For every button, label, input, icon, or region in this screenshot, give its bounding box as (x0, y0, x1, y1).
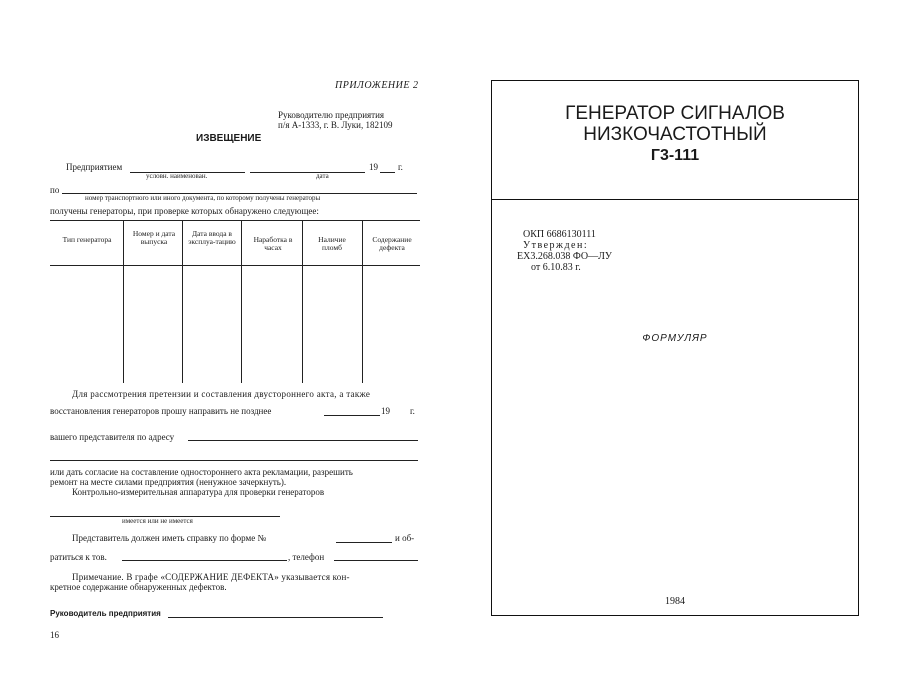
table-col-divider (182, 220, 183, 383)
note-line-1: Примечание. В графе «СОДЕРЖАНИЕ ДЕФЕКТА» указывается кон- (72, 572, 350, 582)
form-label: ФОРМУЛЯР (642, 333, 708, 344)
sub-date-caption: дата (316, 172, 329, 180)
consent-line-2: ремонт на месте силами предприятия (ненужное зачеркнуть). (50, 477, 287, 487)
request-line-1: Для рассмотрения претензии и составления двустороннего акта, а также (72, 389, 371, 399)
okp-code: ОКП 6686130111 (523, 229, 596, 240)
contact-person-field[interactable] (122, 560, 287, 561)
card-divider (492, 199, 858, 200)
request-line-2-start: восстановления генераторов прошу направить не позднее (50, 406, 272, 416)
rep-line-2-start: ратиться к тов. (50, 552, 107, 562)
request-line-3: вашего представителя по адресу (50, 432, 175, 442)
table-header-border (50, 265, 420, 266)
address-field-1[interactable] (188, 440, 418, 441)
signature-field[interactable] (168, 617, 383, 618)
table-col-divider (123, 220, 124, 383)
table-header-type: Тип генератора (62, 235, 112, 244)
received-text: получены генераторы, при проверке которых обнаружено следующее: (50, 206, 319, 216)
publication-year: 1984 (665, 596, 685, 607)
table-header-defect: Содержание дефекта (372, 235, 412, 252)
year-prefix: 19 (369, 162, 378, 172)
request-line-2-year: 19 (381, 406, 390, 416)
sub-equipment-caption: имеется или не имеется (122, 517, 193, 525)
document-code: ЕХ3.268.038 ФО—ЛУ (517, 251, 612, 262)
phone-field[interactable] (334, 560, 418, 561)
addressee-line-2: п/я А-1333, г. В. Луки, 182109 (278, 120, 393, 130)
rep-line-1-start: Представитель должен иметь справку по форме № (72, 533, 267, 543)
appendix-label: ПРИЛОЖЕНИЕ 2 (335, 80, 419, 91)
consent-line-1: или дать согласие на составление одностороннего акта рекламации, разрешить (50, 467, 353, 477)
signature-label: Руководитель предприятия (50, 609, 161, 618)
table-col-divider (241, 220, 242, 383)
rep-line-2-phone: , телефон (288, 552, 325, 562)
sub-document-caption: номер транспортного или иного документа, по которому получены генераторы (85, 194, 321, 202)
addressee-line-1: Руководителю предприятия (278, 110, 385, 120)
notice-title: ИЗВЕЩЕНИЕ (196, 133, 262, 144)
product-title-line-1: ГЕНЕРАТОР СИГНАЛОВ (565, 103, 785, 124)
defects-table (50, 220, 420, 383)
sub-name-caption: условн. наименован. (146, 172, 208, 180)
equipment-line: Контрольно-измерительная аппаратура для проверки генераторов (72, 487, 325, 497)
form-number-field[interactable] (336, 542, 392, 543)
approved-label: Утвержден: (523, 240, 589, 251)
year-field[interactable] (380, 172, 395, 173)
product-title (492, 103, 858, 166)
request-line-2-suffix: г. (410, 406, 415, 416)
enterprise-date-field[interactable] (250, 172, 365, 173)
table-col-divider (362, 220, 363, 383)
page-number: 16 (50, 630, 59, 640)
product-title-line-2: НИЗКОЧАСТОТНЫЙ (583, 124, 767, 145)
document-date: от 6.10.83 г. (531, 262, 581, 273)
note-line-2: кретное содержание обнаруженных дефектов. (50, 582, 227, 592)
document-meta (517, 229, 612, 273)
table-top-border (50, 220, 420, 221)
year-suffix: г. (398, 162, 403, 172)
deadline-date-field[interactable] (324, 415, 380, 416)
product-model: Г3-111 (650, 147, 700, 164)
po-label: по (50, 185, 60, 195)
table-header-operating-hours: Наработка в часах (253, 235, 293, 252)
table-col-divider (302, 220, 303, 383)
table-header-seals: Наличие пломб (318, 235, 346, 252)
table-header-commission-date: Дата ввода в эксплуа-тацию (188, 229, 236, 246)
address-field-2[interactable] (50, 460, 418, 461)
enterprise-label: Предприятием (66, 162, 123, 172)
rep-line-1-end: и об- (395, 533, 415, 543)
title-page-card (491, 80, 859, 616)
table-header-number-date: Номер и дата выпуска (132, 229, 176, 246)
